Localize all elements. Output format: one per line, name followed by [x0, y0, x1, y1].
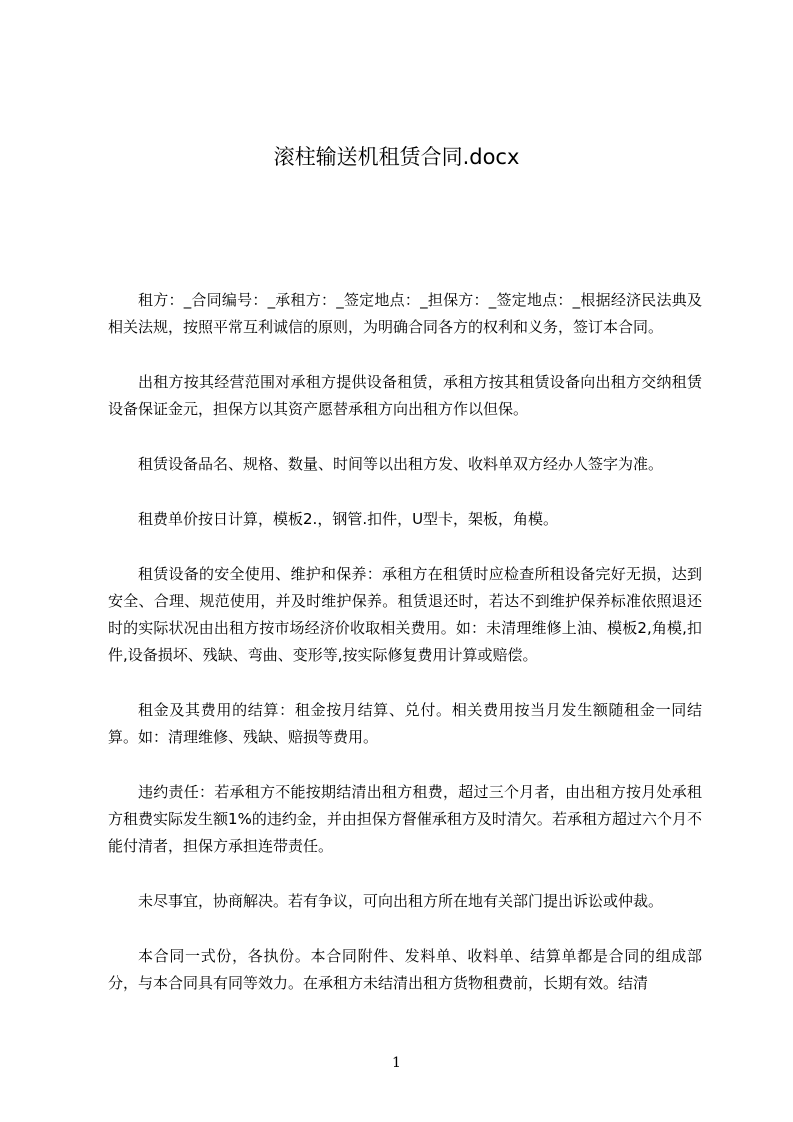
- paragraph-copies: 本合同一式份，各执份。本合同附件、发料单、收料单、结算单都是合同的组成部分，与本合同具有同等效力。在承租方未结清出租方货物租费前，长期有效。结清: [108, 947, 702, 992]
- paragraph-settlement: 租金及其费用的结算：租金按月结算、兑付。相关费用按当月发生额随租金一同结算。如：清理维修、残缺、赔损等费用。: [108, 701, 702, 746]
- paragraph-liability: 违约责任：若承租方不能按期结清出租方租费，超过三个月者，由出租方按月处承租方租费实际发生额1%的违约金，并由担保方督催承租方及时清欠。若承租方超过六个月不能付清者，担保方承担连带责任。: [108, 783, 702, 855]
- paragraph-deposit: 出租方按其经营范围对承租方提供设备租赁，承租方按其租赁设备向出租方交纳租赁设备保证金元，担保方以其资产愿替承租方向出租方作以但保。: [108, 373, 702, 418]
- page-number: 1: [392, 1055, 401, 1071]
- paragraph-disputes: 未尽事宜，协商解决。若有争议，可向出租方所在地有关部门提出诉讼或仲裁。: [138, 892, 664, 910]
- document-body: [108, 287, 702, 997]
- paragraph-maintenance: 租赁设备的安全使用、维护和保养：承租方在租赁时应检查所租设备完好无损，达到安全、合理、规范使用，并及时维护保养。租赁退还时，若达不到维护保养标准依照退还时的实际状况由出租方按市场经济价收取相关费用。如：未清理维修上油、模板2,角模,扣件,设备损坏、残缺、弯曲、变形等,按实际修复费用计算或赔偿。: [108, 565, 702, 664]
- document-title: 滚柱输送机租赁合同.docx: [273, 145, 520, 169]
- paragraph-unit-price: 租费单价按日计算，模板2.，钢管.扣件，U型卡，架板，角模。: [138, 510, 559, 528]
- paragraph-equipment: 租赁设备品名、规格、数量、时间等以出租方发、收料单双方经办人签字为准。: [138, 455, 664, 473]
- paragraph-parties: 租方：_合同编号：_承租方：_签定地点：_担保方：_签定地点：_根据经济民法典及相关法规，按照平常互利诚信的原则，为明确合同各方的权利和义务，签订本合同。: [108, 291, 702, 336]
